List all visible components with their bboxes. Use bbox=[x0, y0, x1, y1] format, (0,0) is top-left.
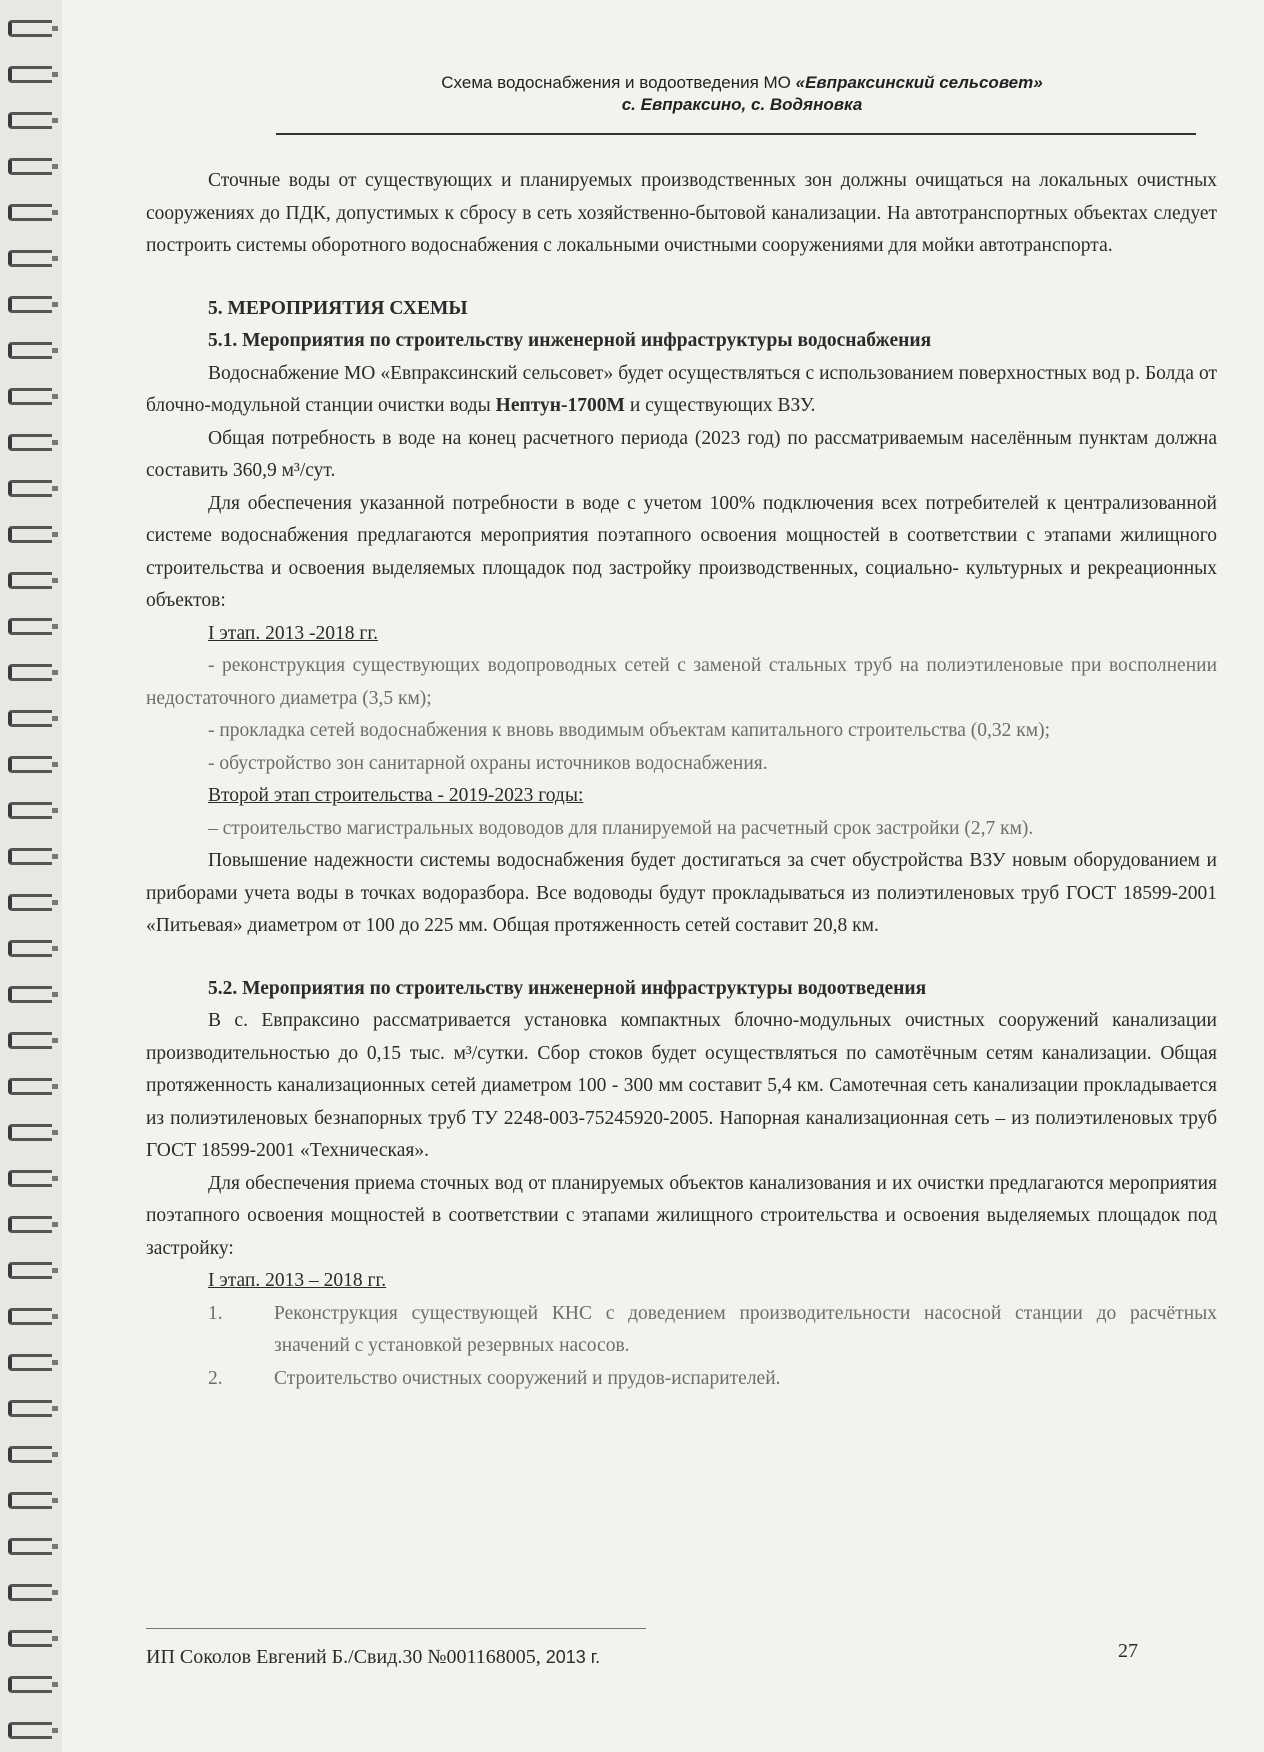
paragraph: Общая потребность в воде на конец расчетного периода (2023 год) по рассматриваемым населённым пунктам должна составить 360,9 м³/сут. bbox=[146, 427, 1217, 481]
header-villages: с. Евпраксино, с. Водяновка bbox=[621, 95, 863, 114]
paragraph-text: и существующих ВЗУ. bbox=[624, 395, 816, 416]
footer-author: ИП Соколов Евгений Б./Свид.30 №001168005, bbox=[146, 1646, 541, 1668]
binding-ring bbox=[8, 756, 52, 773]
binding-ring bbox=[8, 1446, 52, 1463]
binding-ring bbox=[8, 388, 52, 405]
item-text: Реконструкция существующей КНС с доведением производительности насосной станции до расчётных значений с установкой резервных насосов. bbox=[274, 1302, 1217, 1356]
binding-ring bbox=[8, 1354, 52, 1371]
paragraph-text: Водоснабжение МО «Евпраксинский сельсовет» будет осуществляться с использованием поверхностных вод р. Болда от блочно-модульной станции очистки воды bbox=[146, 362, 1217, 416]
binding-ring bbox=[8, 802, 52, 819]
binding-ring bbox=[8, 1584, 52, 1601]
binding-ring bbox=[8, 66, 52, 83]
item-text: Строительство очистных сооружений и прудов-испарителей. bbox=[274, 1367, 781, 1389]
paragraph: Сточные воды от существующих и планируемых производственных зон должны очищаться на локальных очистных сооружениях до ПДК, допустимых к сбросу в сеть хозяйственно-бытовой канализации. На автотранспортных объектах следует построить системы оборотного водоснабжения с локальными очистными сооружениями для мойки автотранспорта. bbox=[146, 170, 1217, 256]
header-organization: «Евпраксинский сельсовет» bbox=[795, 73, 1043, 92]
list-item: - прокладка сетей водоснабжения к вновь вводимым объектам капитального строительства (0,32 км); bbox=[208, 720, 1050, 741]
spacer bbox=[146, 943, 1217, 973]
page-header bbox=[362, 72, 1122, 116]
binding-ring bbox=[8, 1124, 52, 1141]
numbered-item bbox=[146, 1298, 1217, 1363]
stage-heading: I этап. 2013 – 2018 гг. bbox=[208, 1270, 387, 1291]
binding-ring bbox=[8, 618, 52, 635]
paragraph: Для обеспечения указанной потребности в воде с учетом 100% подключения всех потребителей к централизованной системе водоснабжения предлагаются мероприятия поэтапного освоения мощностей в соответствии с этапами жилищного строительства и освоения выделяемых площадок под застройку производственных, социально- культурных и рекреационных объектов: bbox=[146, 492, 1217, 611]
binding-ring bbox=[8, 342, 52, 359]
spiral-binding bbox=[0, 0, 62, 1752]
list-item: - обустройство зон санитарной охраны источников водоснабжения. bbox=[208, 752, 768, 774]
binding-ring bbox=[8, 204, 52, 221]
binding-ring bbox=[8, 526, 52, 543]
spacer bbox=[146, 263, 1217, 293]
binding-ring bbox=[8, 1400, 52, 1417]
binding-ring bbox=[8, 848, 52, 865]
paragraph bbox=[146, 358, 1217, 423]
binding-ring bbox=[8, 296, 52, 313]
binding-ring bbox=[8, 664, 52, 681]
page-footer bbox=[146, 1646, 600, 1669]
numbered-item bbox=[146, 1363, 1217, 1396]
document-page bbox=[62, 0, 1264, 1752]
stage-heading: Второй этап строительства - 2019-2023 годы: bbox=[208, 785, 584, 806]
page-number: 27 bbox=[1118, 1640, 1138, 1662]
header-title: Схема водоснабжения и водоотведения МО bbox=[441, 73, 791, 92]
item-number: 1. bbox=[208, 1302, 223, 1324]
footer-divider bbox=[146, 1628, 646, 1629]
footer-year: 2013 г. bbox=[545, 1647, 601, 1667]
stage-heading: I этап. 2013 -2018 гг. bbox=[208, 622, 378, 644]
binding-ring bbox=[8, 1630, 52, 1647]
binding-ring bbox=[8, 572, 52, 589]
binding-ring bbox=[8, 1216, 52, 1233]
paragraph: В с. Евпраксино рассматривается установка компактных блочно-модульных очистных сооружений канализации производительностью до 0,15 тыс. м³/сутки. Сбор стоков будет осуществляться по самотёчным сетям канализации. Общая протяженность канализационных сетей диаметром 100 - 300 мм составит 5,4 км. Самотечная сеть канализации прокладывается из полиэтиленовых безнапорных труб ТУ 2248-003-75245920-2005. Напорная канализационная сеть – из полиэтиленовых труб ГОСТ 18599-2001 «Техническая». bbox=[146, 1010, 1217, 1161]
section-heading: 5. МЕРОПРИЯТИЯ СХЕМЫ bbox=[208, 297, 468, 319]
binding-ring bbox=[8, 250, 52, 267]
document-body bbox=[146, 165, 1217, 1395]
binding-ring bbox=[8, 940, 52, 957]
binding-ring bbox=[8, 1676, 52, 1693]
item-number: 2. bbox=[208, 1367, 223, 1389]
binding-ring bbox=[8, 112, 52, 129]
binding-ring bbox=[8, 434, 52, 451]
binding-ring bbox=[8, 1308, 52, 1325]
header-divider bbox=[276, 133, 1196, 135]
binding-ring bbox=[8, 1492, 52, 1509]
subsection-heading: 5.1. Мероприятия по строительству инженерной инфраструктуры водоснабжения bbox=[208, 330, 932, 351]
binding-ring bbox=[8, 1538, 52, 1555]
subsection-heading: 5.2. Мероприятия по строительству инженерной инфраструктуры водоотведения bbox=[208, 977, 927, 999]
paragraph: Для обеспечения приема сточных вод от планируемых объектов канализования и их очистки предлагаются мероприятия поэтапного освоения мощностей в соответствии с этапами жилищного строительства и освоения выделяемых площадок под застройку: bbox=[146, 1172, 1217, 1259]
binding-ring bbox=[8, 1032, 52, 1049]
binding-ring bbox=[8, 986, 52, 1003]
binding-ring bbox=[8, 1078, 52, 1095]
binding-ring bbox=[8, 1170, 52, 1187]
station-name: Нептун-1700М bbox=[495, 395, 625, 416]
binding-ring bbox=[8, 1262, 52, 1279]
binding-ring bbox=[8, 894, 52, 911]
binding-ring bbox=[8, 1722, 52, 1739]
list-item: – строительство магистральных водоводов для планируемой на расчетный срок застройки (2,7 км). bbox=[208, 817, 1034, 839]
binding-ring bbox=[8, 158, 52, 175]
list-item: - реконструкция существующих водопроводных сетей с заменой стальных труб на полиэтиленовые при восполнении недостаточного диаметра (3,5 км); bbox=[146, 655, 1217, 709]
binding-ring bbox=[8, 20, 52, 37]
binding-ring bbox=[8, 710, 52, 727]
binding-ring bbox=[8, 480, 52, 497]
paragraph: Повышение надежности системы водоснабжения будет достигаться за счет обустройства ВЗУ новым оборудованием и приборами учета воды в точках водоразбора. Все водоводы будут прокладываться из полиэтиленовых труб ГОСТ 18599-2001 «Питьевая» диаметром от 100 до 225 мм. Общая протяженность сетей составит 20,8 км. bbox=[146, 850, 1217, 936]
